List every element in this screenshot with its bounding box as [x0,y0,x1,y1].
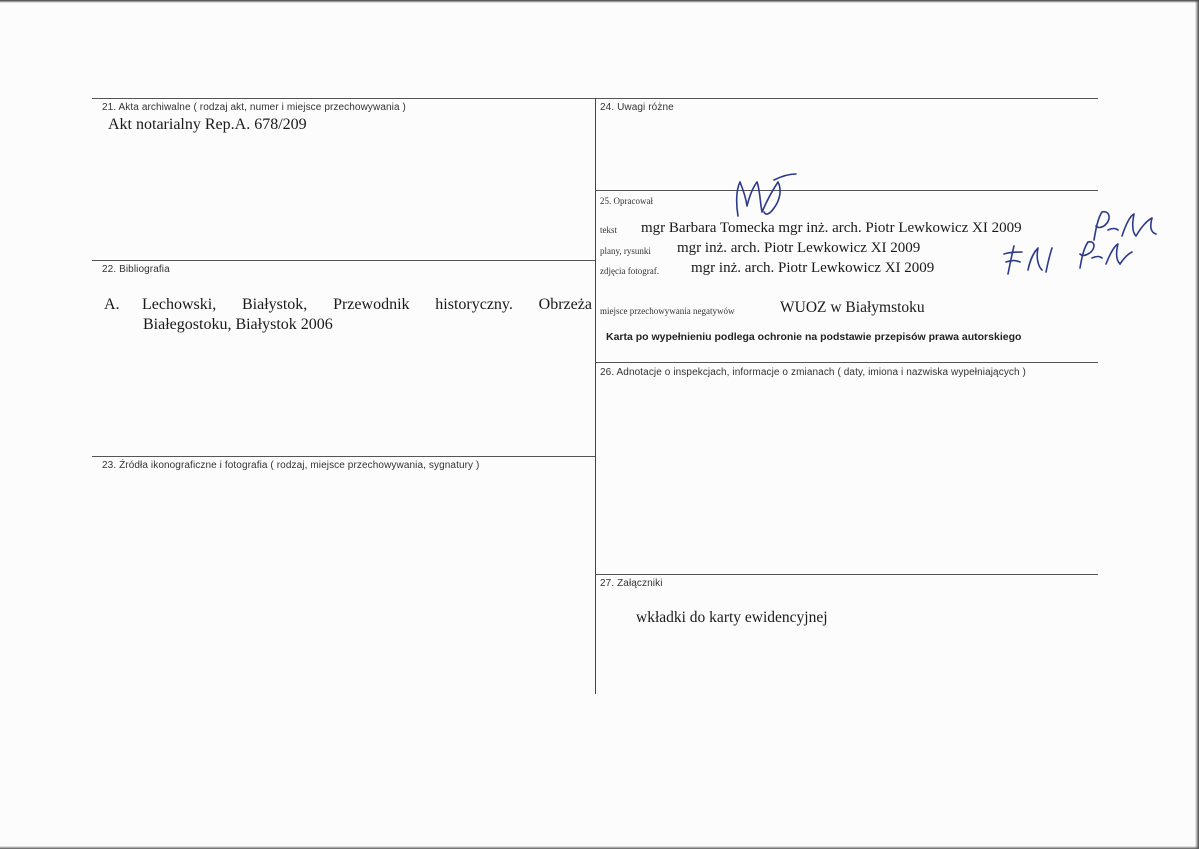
negatives-label: miejsce przechowywania negatywów [600,306,735,316]
bibliography-word: historyczny. [435,296,513,313]
attachments-value: wkładki do karty ewidencyjnej [636,609,828,626]
rule-26 [595,362,1098,363]
column-divider [595,98,596,694]
author-text-label: tekst [600,225,617,235]
bibliography-word: Lechowski, [142,296,217,313]
section-26-label: 26. Adnotacje o inspekcjach, informacje o zmianach ( daty, imiona i nazwiska wypełniających ) [600,367,1026,378]
scan-edge-right [1195,0,1199,849]
author-text-value: mgr Barbara Tomecka mgr inż. arch. Piotr Lewkowicz XI 2009 [641,220,1022,236]
rule-22 [92,260,595,261]
section-25-label: 25. Opracował [600,196,653,206]
section-22-label: 22. Bibliografia [102,264,170,275]
negatives-value: WUOZ w Białymstoku [780,299,925,316]
bibliography-word: Przewodnik [333,296,410,313]
signature-row2-icon [1000,240,1060,278]
bibliography-word: Białystok, [241,296,308,313]
signature-row1-icon [1090,206,1162,246]
bibliography-line-1 [142,296,592,314]
section-21-label: 21. Akta archiwalne ( rodzaj akt, numer i miejsce przechowywania ) [102,102,406,113]
plans-value: mgr inż. arch. Piotr Lewkowicz XI 2009 [677,240,921,256]
signature-initials-icon [730,168,800,226]
plans-label: plany, rysunki [600,246,651,256]
rule-25 [595,190,1098,191]
bibliography-word: Obrzeża [538,296,592,313]
bibliography-marker: A. [104,296,120,313]
photos-value: mgr inż. arch. Piotr Lewkowicz XI 2009 [691,260,935,276]
photos-label: zdjęcia fotograf. [600,266,659,276]
section-27-label: 27. Załączniki [600,578,663,589]
archival-records-value: Akt notarialny Rep.A. 678/209 [108,116,307,133]
scan-edge-top [0,0,1199,3]
copyright-note: Karta po wypełnieniu podlega ochronie na podstawie przepisów prawa autorskiego [606,331,1022,343]
rule-27 [595,574,1098,575]
section-23-label: 23. Źródła ikonograficzne i fotografia ( rodzaj, miejsce przechowywania, sygnatury ) [102,460,480,471]
bibliography-line-2: Białegostoku, Białystok 2006 [143,316,333,333]
section-24-label: 24. Uwagi różne [600,102,674,113]
signature-row3-icon [1074,236,1136,272]
